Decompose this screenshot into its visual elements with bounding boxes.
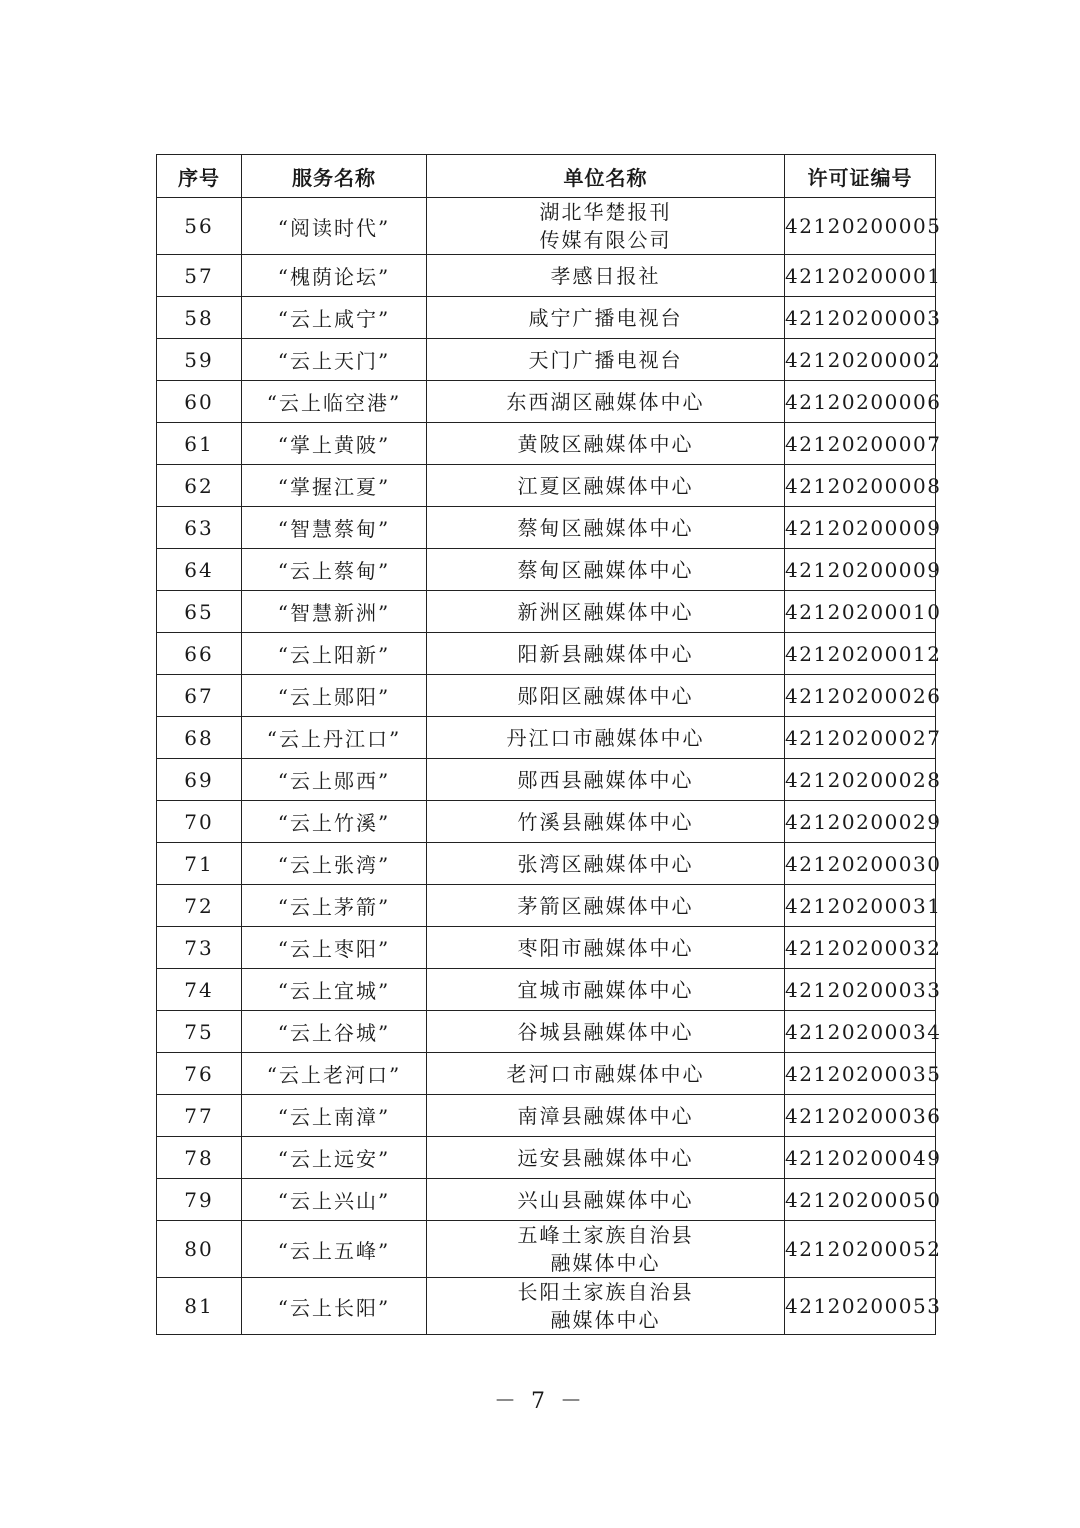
row-index: 80 xyxy=(157,1221,242,1278)
table-row xyxy=(157,297,936,339)
row-index: 71 xyxy=(157,843,242,885)
row-index: 75 xyxy=(157,1011,242,1053)
row-index: 56 xyxy=(157,198,242,255)
unit-name-line: 长阳土家族自治县 xyxy=(517,1280,694,1304)
row-service-name: “掌握江夏” xyxy=(242,465,427,507)
row-service-name: “云上宜城” xyxy=(242,969,427,1011)
row-index: 59 xyxy=(157,339,242,381)
row-service-name: “掌上黄陂” xyxy=(242,423,427,465)
header-index: 序号 xyxy=(157,155,242,198)
table-row xyxy=(157,1278,936,1335)
unit-name-line: 竹溪县融媒体中心 xyxy=(517,809,694,834)
row-license-number: 42120200029 xyxy=(785,801,936,843)
row-index: 58 xyxy=(157,297,242,339)
row-unit-name xyxy=(427,843,785,885)
row-index: 79 xyxy=(157,1179,242,1221)
row-index: 78 xyxy=(157,1137,242,1179)
row-index: 67 xyxy=(157,675,242,717)
unit-name-line: 谷城县融媒体中心 xyxy=(517,1019,694,1044)
license-table xyxy=(156,154,942,1335)
row-unit-name xyxy=(427,759,785,801)
unit-name-line: 融媒体中心 xyxy=(550,1251,661,1275)
unit-name-line: 黄陂区融媒体中心 xyxy=(517,431,694,456)
row-service-name: “云上五峰” xyxy=(242,1221,427,1278)
row-unit-name xyxy=(427,969,785,1011)
row-unit-name xyxy=(427,507,785,549)
unit-name-line: 融媒体中心 xyxy=(550,1308,661,1332)
row-license-number: 42120200031 xyxy=(785,885,936,927)
table-row xyxy=(157,1095,936,1137)
row-unit-name xyxy=(427,1221,785,1278)
row-license-number: 42120200034 xyxy=(785,1011,936,1053)
row-license-number: 42120200002 xyxy=(785,339,936,381)
row-service-name: “云上枣阳” xyxy=(242,927,427,969)
row-index: 77 xyxy=(157,1095,242,1137)
table-body xyxy=(157,198,942,1335)
table-row xyxy=(157,633,936,675)
row-unit-name xyxy=(427,423,785,465)
unit-name-line: 五峰土家族自治县 xyxy=(517,1223,694,1247)
row-unit-name xyxy=(427,465,785,507)
row-index: 61 xyxy=(157,423,242,465)
row-index: 72 xyxy=(157,885,242,927)
table-header xyxy=(157,155,936,198)
header-license-number: 许可证编号 xyxy=(785,155,936,198)
table-row xyxy=(157,675,936,717)
row-service-name: “云上张湾” xyxy=(242,843,427,885)
unit-name-line: 咸宁广播电视台 xyxy=(528,305,683,330)
unit-name-line: 宜城市融媒体中心 xyxy=(517,977,694,1002)
page-number: － 7 － xyxy=(494,1389,586,1414)
row-license-number: 42120200003 xyxy=(785,297,936,339)
row-license-number: 42120200032 xyxy=(785,927,936,969)
table-row xyxy=(157,549,936,591)
row-license-number: 42120200030 xyxy=(785,843,936,885)
table-row xyxy=(157,1011,936,1053)
unit-name-line: 天门广播电视台 xyxy=(528,347,683,372)
row-service-name: “阅读时代” xyxy=(242,198,427,255)
table-row xyxy=(157,1137,936,1179)
table-row xyxy=(157,339,936,381)
table-row xyxy=(157,717,936,759)
header-row xyxy=(157,155,936,198)
table-row xyxy=(157,969,936,1011)
row-unit-name xyxy=(427,297,785,339)
row-index: 63 xyxy=(157,507,242,549)
row-unit-name xyxy=(427,255,785,297)
unit-name-line: 阳新县融媒体中心 xyxy=(517,641,694,666)
row-license-number: 42120200033 xyxy=(785,969,936,1011)
row-license-number: 42120200001 xyxy=(785,255,936,297)
row-service-name: “云上咸宁” xyxy=(242,297,427,339)
row-index: 76 xyxy=(157,1053,242,1095)
unit-name-line: 张湾区融媒体中心 xyxy=(517,851,694,876)
unit-name-line: 枣阳市融媒体中心 xyxy=(517,935,694,960)
header-service-name: 服务名称 xyxy=(242,155,427,198)
row-license-number: 42120200012 xyxy=(785,633,936,675)
row-service-name: “云上竹溪” xyxy=(242,801,427,843)
row-unit-name xyxy=(427,591,785,633)
row-unit-name xyxy=(427,675,785,717)
row-unit-name xyxy=(427,801,785,843)
row-unit-name xyxy=(427,885,785,927)
table-row xyxy=(157,465,936,507)
row-index: 69 xyxy=(157,759,242,801)
row-index: 74 xyxy=(157,969,242,1011)
row-license-number: 42120200049 xyxy=(785,1137,936,1179)
unit-name-line: 远安县融媒体中心 xyxy=(517,1145,694,1170)
table-row xyxy=(157,843,936,885)
unit-name-line: 孝感日报社 xyxy=(550,263,661,288)
row-index: 64 xyxy=(157,549,242,591)
row-license-number: 42120200036 xyxy=(785,1095,936,1137)
row-service-name: “云上郧西” xyxy=(242,759,427,801)
table-row xyxy=(157,1179,936,1221)
row-service-name: “槐荫论坛” xyxy=(242,255,427,297)
row-license-number: 42120200052 xyxy=(785,1221,936,1278)
row-unit-name xyxy=(427,717,785,759)
row-index: 60 xyxy=(157,381,242,423)
unit-name-line: 老河口市融媒体中心 xyxy=(506,1061,705,1086)
row-license-number: 42120200028 xyxy=(785,759,936,801)
unit-name-line: 江夏区融媒体中心 xyxy=(517,473,694,498)
table-row xyxy=(157,255,936,297)
row-license-number: 42120200035 xyxy=(785,1053,936,1095)
row-service-name: “云上南漳” xyxy=(242,1095,427,1137)
row-license-number: 42120200009 xyxy=(785,507,936,549)
row-service-name: “云上郧阳” xyxy=(242,675,427,717)
row-service-name: “智慧新洲” xyxy=(242,591,427,633)
row-license-number: 42120200026 xyxy=(785,675,936,717)
table-row xyxy=(157,759,936,801)
row-index: 68 xyxy=(157,717,242,759)
row-index: 62 xyxy=(157,465,242,507)
table-row xyxy=(157,1053,936,1095)
table-row xyxy=(157,801,936,843)
row-index: 73 xyxy=(157,927,242,969)
table-row xyxy=(157,198,936,255)
row-unit-name xyxy=(427,1053,785,1095)
row-service-name: “云上长阳” xyxy=(242,1278,427,1335)
row-license-number: 42120200006 xyxy=(785,381,936,423)
row-unit-name xyxy=(427,1278,785,1335)
row-license-number: 42120200027 xyxy=(785,717,936,759)
unit-name-line: 新洲区融媒体中心 xyxy=(517,599,694,624)
row-unit-name xyxy=(427,633,785,675)
row-index: 70 xyxy=(157,801,242,843)
table-row xyxy=(157,381,936,423)
unit-name-line: 郧西县融媒体中心 xyxy=(517,767,694,792)
row-unit-name xyxy=(427,339,785,381)
unit-name-line: 丹江口市融媒体中心 xyxy=(506,725,705,750)
row-index: 66 xyxy=(157,633,242,675)
row-unit-name xyxy=(427,1011,785,1053)
row-license-number: 42120200007 xyxy=(785,423,936,465)
unit-name-line: 蔡甸区融媒体中心 xyxy=(517,515,694,540)
table-row xyxy=(157,1221,936,1278)
row-index: 57 xyxy=(157,255,242,297)
row-license-number: 42120200008 xyxy=(785,465,936,507)
row-service-name: “云上远安” xyxy=(242,1137,427,1179)
row-service-name: “云上临空港” xyxy=(242,381,427,423)
row-index: 65 xyxy=(157,591,242,633)
table-row xyxy=(157,927,936,969)
row-service-name: “云上天门” xyxy=(242,339,427,381)
table-row xyxy=(157,885,936,927)
row-unit-name xyxy=(427,198,785,255)
row-license-number: 42120200010 xyxy=(785,591,936,633)
row-service-name: “云上蔡甸” xyxy=(242,549,427,591)
row-license-number: 42120200005 xyxy=(785,198,936,255)
row-license-number: 42120200009 xyxy=(785,549,936,591)
row-license-number: 42120200053 xyxy=(785,1278,936,1335)
row-service-name: “云上丹江口” xyxy=(242,717,427,759)
header-unit-name: 单位名称 xyxy=(427,155,785,198)
table-row xyxy=(157,423,936,465)
unit-name-line: 东西湖区融媒体中心 xyxy=(506,389,705,414)
table-row xyxy=(157,507,936,549)
row-unit-name xyxy=(427,1137,785,1179)
row-service-name: “智慧蔡甸” xyxy=(242,507,427,549)
row-service-name: “云上茅箭” xyxy=(242,885,427,927)
row-unit-name xyxy=(427,927,785,969)
unit-name-line: 兴山县融媒体中心 xyxy=(517,1187,694,1212)
row-unit-name xyxy=(427,381,785,423)
unit-name-line: 蔡甸区融媒体中心 xyxy=(517,557,694,582)
table-row xyxy=(157,591,936,633)
unit-name-line: 湖北华楚报刊 xyxy=(539,200,672,224)
unit-name-line: 南漳县融媒体中心 xyxy=(517,1103,694,1128)
row-unit-name xyxy=(427,1095,785,1137)
unit-name-line: 郧阳区融媒体中心 xyxy=(517,683,694,708)
row-unit-name xyxy=(427,1179,785,1221)
row-service-name: “云上谷城” xyxy=(242,1011,427,1053)
row-service-name: “云上老河口” xyxy=(242,1053,427,1095)
row-license-number: 42120200050 xyxy=(785,1179,936,1221)
unit-name-line: 茅箭区融媒体中心 xyxy=(517,893,694,918)
row-service-name: “云上兴山” xyxy=(242,1179,427,1221)
row-service-name: “云上阳新” xyxy=(242,633,427,675)
row-index: 81 xyxy=(157,1278,242,1335)
unit-name-line: 传媒有限公司 xyxy=(539,228,672,252)
row-unit-name xyxy=(427,549,785,591)
